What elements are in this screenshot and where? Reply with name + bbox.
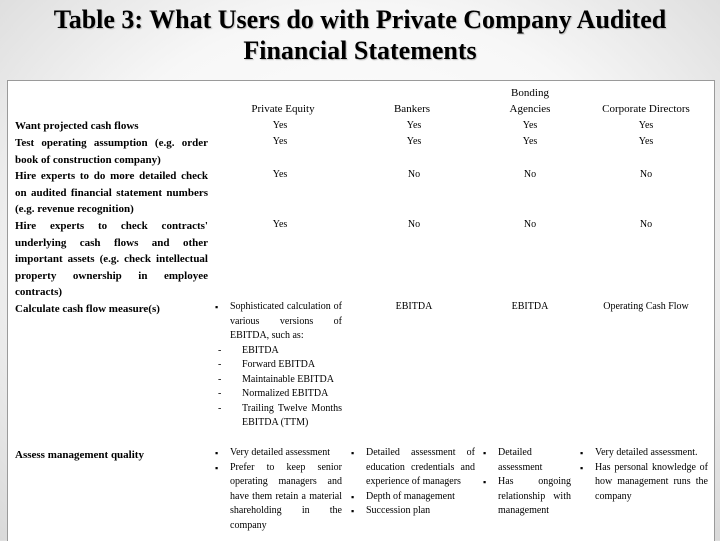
col-header-bonding-agencies: Bonding Agencies — [509, 87, 551, 115]
cell-directors-detailed-check: No — [639, 169, 653, 180]
row-label-detailed-check: Hire experts to do more detailed check on audited financial statement numbers (e.g. revenue recognition) — [15, 170, 208, 215]
cell-directors-contracts: No — [639, 219, 653, 230]
col-header-bankers: Bankers — [393, 103, 431, 115]
list-item: ▪ Detailed assessment — [483, 446, 571, 475]
title-line-2: Financial Statements — [243, 36, 477, 65]
title-line-1: Table 3: What Users do with Private Company Audited — [53, 5, 667, 34]
list-item: ▪ Prefer to keep senior operating managers and have them retain a material shareholding in the company — [215, 461, 342, 534]
list-item: ▪ Very detailed assessment. — [580, 446, 708, 461]
list-item: - Forward EBITDA — [218, 359, 316, 370]
list-item: - Trailing Twelve Months EBITDA (TTM) — [218, 402, 342, 428]
cell-bankers-mgmt-quality — [351, 446, 475, 519]
list-item: ▪ Very detailed assessment — [215, 446, 342, 461]
row-label-test-assumptions: Test operating assumption (e.g. order book of construction company) — [15, 137, 208, 166]
list-item: - EBITDA — [218, 344, 279, 356]
cell-pe-contracts: Yes — [272, 219, 288, 230]
row-label-projected-cash-flows: Want projected cash flows — [15, 120, 139, 132]
cell-pe-test: Yes — [272, 136, 288, 147]
row-label-management-quality: Assess management quality — [15, 449, 144, 461]
cell-directors-projected: Yes — [638, 120, 654, 131]
col-header-private-equity: Private Equity — [251, 103, 315, 115]
cell-bankers-test: Yes — [406, 136, 422, 147]
cell-bonding-contracts: No — [523, 219, 537, 230]
cell-bonding-cash-flow-measure: EBITDA — [511, 301, 549, 312]
col-header-corporate-directors: Corporate Directors — [602, 103, 690, 115]
page-title — [0, 4, 720, 66]
cell-bankers-contracts: No — [407, 219, 421, 230]
cell-bonding-test: Yes — [522, 136, 538, 147]
list-item: ▪ Detailed assessment of education credentials and experience of managers — [351, 446, 475, 490]
cell-directors-cash-flow-measure: Operating Cash Flow — [603, 301, 689, 312]
list-item: - Maintainable EBITDA — [218, 373, 334, 385]
row-label-check-contracts: Hire experts to check contracts' underlying cash flows and other important assets (e.g. check intellectual property ownership in employee contracts) — [15, 220, 208, 298]
cell-bonding-projected: Yes — [522, 120, 538, 131]
cell-directors-test: Yes — [638, 136, 654, 147]
cell-pe-projected: Yes — [272, 120, 288, 131]
list-item: ▪ Succession plan — [351, 504, 475, 519]
pe-cash-flow-intro: ▪ Sophisticated calculation of various versions of EBITDA, such as: — [215, 300, 342, 344]
cell-bankers-projected: Yes — [406, 120, 422, 131]
list-item: ▪ Depth of management — [351, 490, 475, 505]
cell-bonding-detailed-check: No — [523, 169, 537, 180]
list-item: ▪ Has ongoing relationship with management — [483, 475, 571, 519]
cell-directors-mgmt-quality — [580, 446, 708, 504]
cell-pe-cash-flow-measure — [215, 300, 342, 431]
pe-ebitda-list — [215, 344, 342, 431]
cell-bankers-detailed-check: No — [407, 169, 421, 180]
row-label-cash-flow-measure: Calculate cash flow measure(s) — [15, 303, 160, 315]
list-item: - Normalized EBITDA — [218, 388, 329, 399]
list-item: ▪ Has personal knowledge of how management runs the company — [580, 461, 708, 505]
cell-bankers-cash-flow-measure: EBITDA — [395, 301, 433, 312]
cell-pe-mgmt-quality — [215, 446, 342, 533]
cell-pe-detailed-check: Yes — [272, 169, 288, 180]
cell-bonding-mgmt-quality — [483, 446, 571, 519]
